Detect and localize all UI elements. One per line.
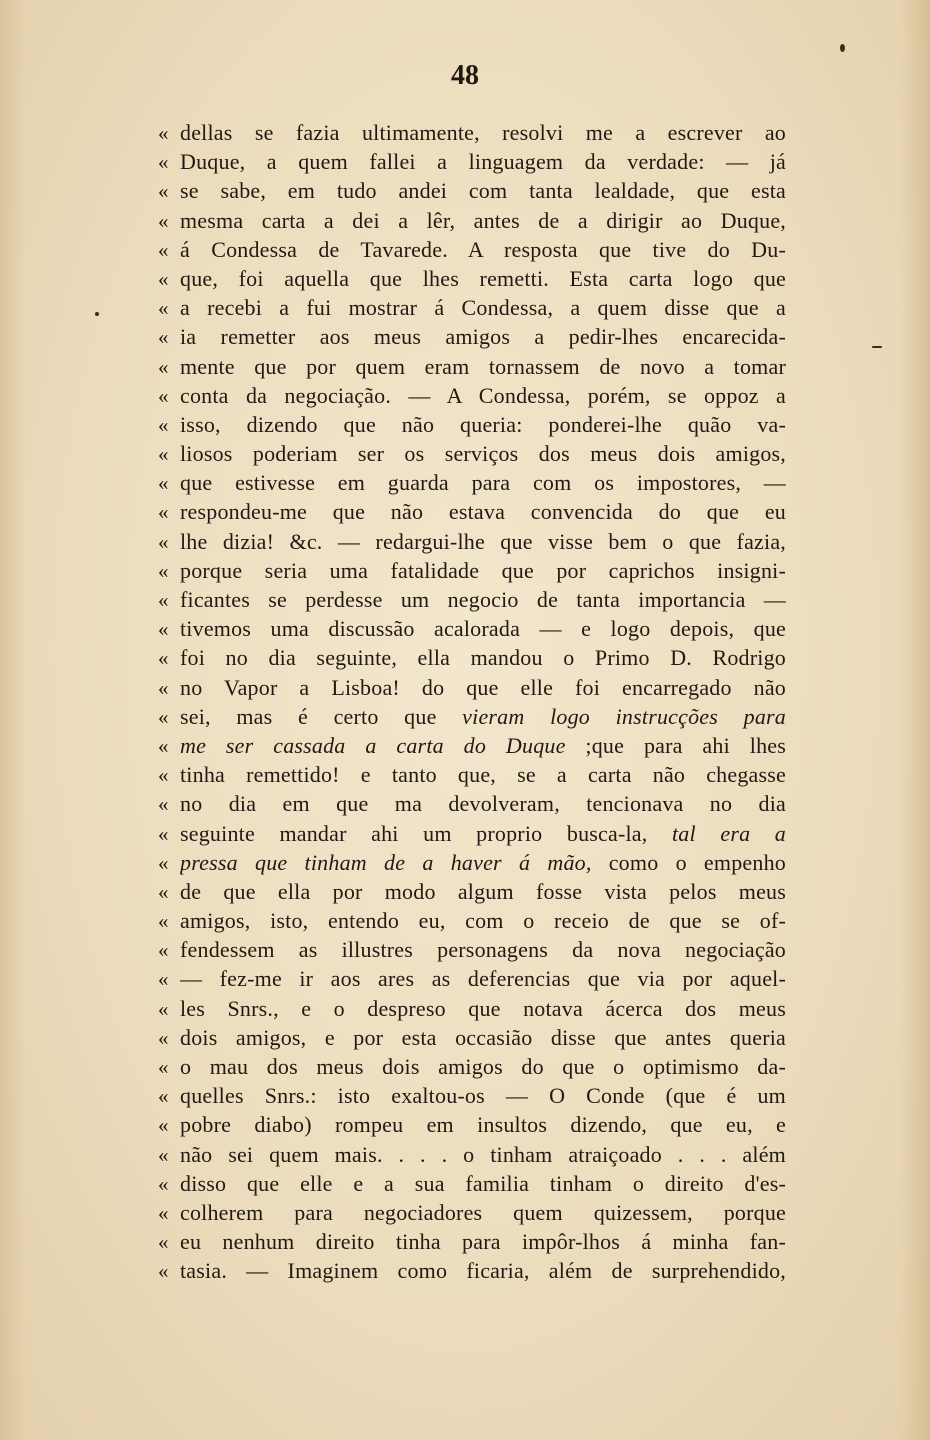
line-text (180, 118, 786, 147)
quote-mark: « (158, 1055, 169, 1079)
quote-mark: « (158, 909, 169, 934)
text-line (158, 643, 786, 672)
quote-mark: « (158, 675, 169, 700)
quote-mark: « (158, 704, 169, 729)
text-span: foi no dia seguinte, ella mandou o Primo D. Rodrigo (180, 645, 786, 671)
quote-mark: « (158, 500, 169, 525)
quote-mark: « (158, 296, 169, 321)
text-line (158, 352, 786, 381)
quote-mark: « (158, 792, 169, 817)
text-line (158, 877, 786, 906)
text-line (158, 1256, 786, 1285)
text-line (158, 556, 786, 585)
line-text (180, 1227, 786, 1256)
quote-mark: « (158, 1230, 169, 1255)
line-text (180, 206, 786, 235)
ink-speck (95, 312, 99, 316)
text-line (158, 235, 786, 264)
line-text (180, 614, 786, 643)
line-text (180, 527, 786, 556)
quote-mark: « (158, 821, 169, 846)
text-line (158, 1023, 786, 1052)
text-span: de que ella por modo algum fosse vista pelos meus (180, 878, 786, 904)
text-span: — fez-me ir aos ares as deferencias que via por aquel- (180, 966, 786, 992)
body-text (158, 118, 786, 1286)
line-text (180, 235, 786, 264)
quote-mark: « (158, 850, 169, 875)
text-span: colherem para negociadores quem quizessem, porque (180, 1199, 786, 1225)
line-text (180, 731, 786, 760)
text-span: que estivesse em guarda para com os impostores, — (180, 470, 786, 496)
text-line (158, 731, 786, 760)
text-line (158, 322, 786, 351)
text-line (158, 994, 786, 1023)
text-line (158, 118, 786, 147)
line-text (180, 585, 786, 614)
line-text (180, 819, 786, 848)
line-text (180, 1023, 786, 1052)
italic-text: pressa que tinham de a haver á mão, (180, 849, 592, 875)
quote-mark: « (158, 471, 169, 496)
quote-mark: « (158, 1084, 169, 1109)
text-line (158, 527, 786, 556)
text-span: mesma carta a dei a lêr, antes de a dirigir ao Duque, (180, 207, 786, 233)
quote-mark: « (158, 529, 169, 554)
text-span: dellas se fazia ultimamente, resolvi me a escrever ao (180, 120, 786, 145)
text-line (158, 935, 786, 964)
quote-mark: « (158, 325, 169, 350)
italic-text: me ser cassada a carta do Duque (180, 732, 566, 758)
line-text (180, 439, 786, 468)
quote-mark: « (158, 996, 169, 1021)
quote-mark: « (158, 967, 169, 992)
text-span: tasia. — Imaginem como ficaria, além de surprehendido, (180, 1258, 786, 1284)
italic-text: tal era a (672, 820, 786, 846)
text-span: lhe dizia! &c. — redargui-lhe que visse bem o que fazia, (180, 528, 786, 554)
text-span: dois amigos, e por esta occasião disse que antes queria (180, 1024, 786, 1050)
line-text (180, 381, 786, 410)
quote-mark: « (158, 1171, 169, 1196)
text-span: ficantes se perdesse um negocio de tanta importancia — (180, 587, 786, 612)
text-span: liosos poderiam ser os serviços dos meus dois amigos, (180, 441, 786, 467)
text-line (158, 585, 786, 614)
quote-mark: « (158, 879, 169, 904)
text-span: eu nenhum direito tinha para impôr-lhos á minha fan- (180, 1229, 786, 1255)
quote-mark: « (158, 558, 169, 583)
text-line (158, 819, 786, 848)
line-text (180, 643, 786, 672)
text-span: quelles Snrs.: isto exaltou-os — O Conde (que é um (180, 1083, 786, 1109)
quote-mark: « (158, 763, 169, 788)
quote-mark: « (158, 354, 169, 379)
quote-mark: « (158, 179, 169, 204)
text-span: o mau dos meus dois amigos do que o optimismo da- (180, 1054, 786, 1079)
text-span: sei, mas é certo que (180, 703, 463, 729)
text-span: amigos, isto, entendo eu, com o receio de que se of- (180, 908, 786, 934)
text-line (158, 1140, 786, 1169)
text-span: á Condessa de Tavarede. A resposta que tive do Du- (180, 236, 786, 262)
text-span: conta da negociação. — A Condessa, porém, se oppoz a (180, 382, 786, 408)
text-line (158, 1169, 786, 1198)
text-line (158, 760, 786, 789)
text-span: tivemos uma discussão acalorada — e logo depois, que (180, 616, 786, 642)
quote-mark: « (158, 733, 169, 758)
text-span: ia remetter aos meus amigos a pedir-lhes encarecida- (180, 324, 786, 350)
text-line (158, 964, 786, 993)
text-span: tinha remettido! e tanto que, se a carta não chegasse (180, 762, 786, 788)
line-text (180, 789, 786, 818)
quote-mark: « (158, 208, 169, 233)
line-text (180, 1169, 786, 1198)
text-line (158, 439, 786, 468)
line-text (180, 935, 786, 964)
line-text (180, 673, 786, 702)
text-span: Duque, a quem fallei a linguagem da verdade: — já (180, 149, 786, 175)
line-text (180, 994, 786, 1023)
text-line (158, 381, 786, 410)
line-text (180, 1198, 786, 1227)
line-text (180, 877, 786, 906)
quote-mark: « (158, 266, 169, 291)
line-text (180, 1140, 786, 1169)
line-text (180, 1256, 786, 1285)
text-line (158, 673, 786, 702)
text-line (158, 614, 786, 643)
quote-mark: « (158, 1025, 169, 1050)
line-text (180, 1081, 786, 1110)
quote-mark: « (158, 121, 169, 145)
page-edge-right (900, 0, 930, 1440)
line-text (180, 497, 786, 526)
line-text (180, 1052, 786, 1081)
text-span: pobre diabo) rompeu em insultos dizendo, que eu, e (180, 1112, 786, 1138)
quote-mark: « (158, 150, 169, 175)
line-text (180, 352, 786, 381)
text-span: no dia em que ma devolveram, tencionava no dia (180, 791, 786, 817)
line-text (180, 264, 786, 293)
line-text (180, 176, 786, 205)
quote-mark: « (158, 617, 169, 642)
line-text (180, 964, 786, 993)
line-text (180, 848, 786, 877)
text-span: não sei quem mais. . . . o tinham atraiçoado . . . além (180, 1141, 786, 1167)
line-text (180, 293, 786, 322)
quote-mark: « (158, 1200, 169, 1225)
quote-mark: « (158, 1142, 169, 1167)
text-span: porque seria uma fatalidade que por caprichos insigni- (180, 557, 786, 583)
line-text (180, 760, 786, 789)
text-span: a recebi a fui mostrar á Condessa, a quem disse que a (180, 295, 786, 321)
text-line (158, 293, 786, 322)
text-span: se sabe, em tudo andei com tanta lealdade, que esta (180, 178, 786, 204)
quote-mark: « (158, 646, 169, 671)
line-text (180, 322, 786, 351)
quote-mark: « (158, 383, 169, 408)
text-span: ;que para ahi lhes (565, 732, 786, 758)
text-span: no Vapor a Lisboa! do que elle foi encarregado não (180, 674, 786, 700)
line-text (180, 468, 786, 497)
text-line (158, 410, 786, 439)
text-line (158, 789, 786, 818)
quote-mark: « (158, 237, 169, 262)
text-span: seguinte mandar ahi um proprio busca-la, (180, 820, 672, 846)
text-line (158, 147, 786, 176)
quote-mark: « (158, 442, 169, 467)
line-text (180, 702, 786, 731)
line-text (180, 1110, 786, 1139)
text-span: les Snrs., e o despreso que notava ácerca dos meus (180, 995, 786, 1021)
line-text (180, 906, 786, 935)
text-span: que, foi aquella que lhes remetti. Esta carta logo que (180, 265, 786, 291)
italic-text: vieram logo instrucções para (462, 703, 786, 729)
text-line (158, 906, 786, 935)
text-line (158, 1227, 786, 1256)
quote-mark: « (158, 1113, 169, 1138)
text-line (158, 848, 786, 877)
text-span: como o empenho (591, 849, 786, 875)
text-span: disso que elle e a sua familia tinham o direito d'es- (180, 1170, 786, 1196)
line-text (180, 556, 786, 585)
text-span: respondeu-me que não estava convencida do que eu (180, 499, 786, 525)
text-line (158, 1198, 786, 1227)
quote-mark: « (158, 938, 169, 963)
quote-mark: « (158, 588, 169, 612)
text-line (158, 264, 786, 293)
text-line (158, 702, 786, 731)
ink-speck (872, 346, 882, 348)
page-number: 48 (451, 60, 479, 91)
text-line (158, 497, 786, 526)
text-line (158, 206, 786, 235)
line-text (180, 410, 786, 439)
quote-mark: « (158, 412, 169, 437)
quote-mark: « (158, 1259, 169, 1284)
page-edge-left (0, 0, 26, 1440)
ink-speck (840, 44, 845, 52)
text-line (158, 1081, 786, 1110)
text-span: isso, dizendo que não queria: ponderei-lhe quão va- (180, 411, 786, 437)
text-line (158, 1052, 786, 1081)
line-text (180, 147, 786, 176)
text-line (158, 1110, 786, 1139)
text-line (158, 176, 786, 205)
text-line (158, 468, 786, 497)
text-span: fendessem as illustres personagens da nova negociação (180, 937, 786, 963)
text-span: mente que por quem eram tornassem de novo a tomar (180, 353, 786, 379)
